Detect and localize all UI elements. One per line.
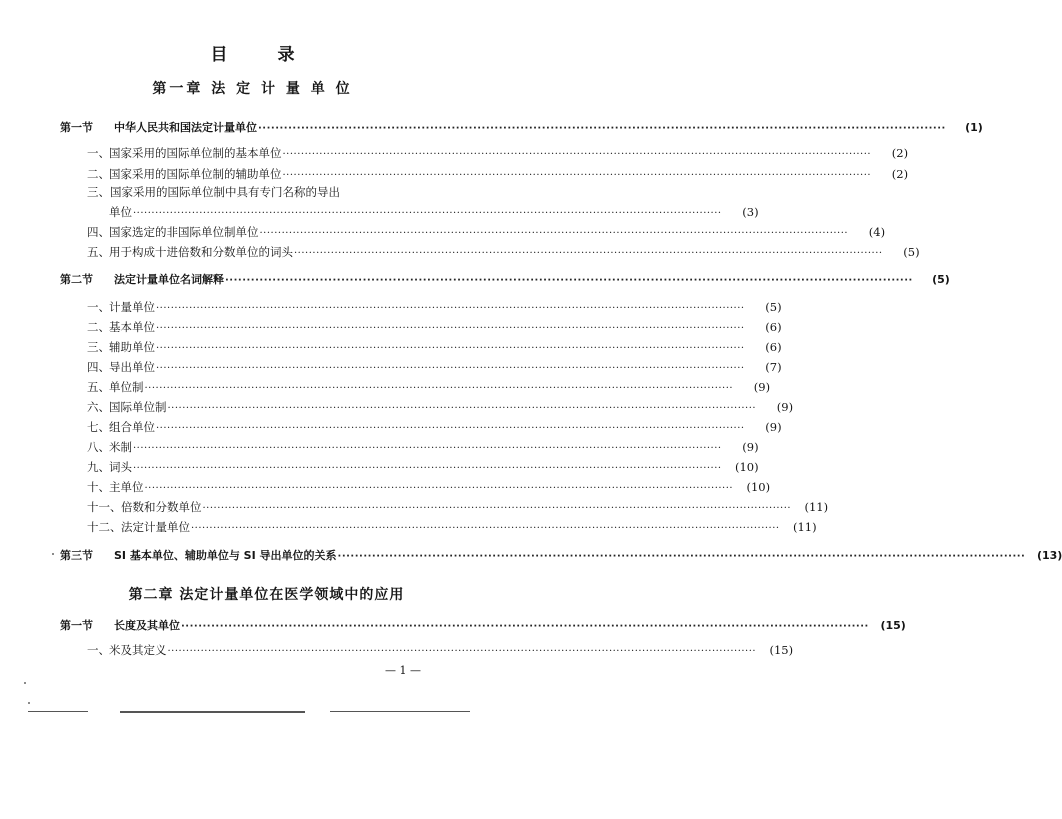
page-number: (11) xyxy=(804,500,829,514)
item-title: 组合单位 xyxy=(109,420,155,434)
toc-section-entry[interactable] xyxy=(60,547,1062,565)
toc-item[interactable] xyxy=(87,518,817,536)
section-title: 法定计量单位名词解释 xyxy=(114,273,224,286)
scan-rule xyxy=(28,711,88,712)
item-number: 一、 xyxy=(87,146,110,160)
section-number: 第一节 xyxy=(60,121,93,134)
toc-item[interactable] xyxy=(87,165,909,183)
item-number: 八、 xyxy=(87,440,110,454)
page-number: (5) xyxy=(765,300,782,314)
item-number: 十、 xyxy=(87,480,110,494)
page-number: (2) xyxy=(891,146,909,160)
dot-leader: ································································································································································ xyxy=(133,463,722,474)
toc-item[interactable] xyxy=(87,418,782,436)
item-number: 四、 xyxy=(87,360,110,374)
item-number: 三、 xyxy=(87,185,110,199)
section-number: 第三节 xyxy=(60,549,93,562)
page-number: (5) xyxy=(932,273,950,286)
item-title: 国家采用的国际单位制中具有专门名称的导出 xyxy=(110,185,340,199)
dot-leader: ································································································································································ xyxy=(144,383,734,394)
page-folio: — 1 — xyxy=(385,664,421,677)
item-title: 国家采用的国际单位制的基本单位 xyxy=(109,146,282,160)
section-number: 第一节 xyxy=(60,619,93,632)
item-title: 倍数和分数单位 xyxy=(121,500,202,514)
dot-leader: ································································································································································ xyxy=(282,149,872,160)
scan-speck xyxy=(52,553,54,555)
toc-item[interactable] xyxy=(87,298,782,316)
item-number: 一、 xyxy=(87,300,110,314)
item-title: 用于构成十进倍数和分数单位的词头 xyxy=(109,245,293,259)
scan-speck xyxy=(28,702,30,704)
dot-leader: ································································································································································ xyxy=(167,646,757,657)
dot-leader: ································································································································································ xyxy=(133,208,722,219)
item-number: 九、 xyxy=(87,460,110,474)
page-number: (9) xyxy=(765,420,782,434)
item-title: 主单位 xyxy=(109,480,144,494)
toc-item-continuation[interactable] xyxy=(109,203,759,221)
toc-item[interactable] xyxy=(87,478,771,496)
toc-item[interactable] xyxy=(87,358,782,376)
dot-leader: ································································································································································ xyxy=(191,523,780,534)
dot-leader: ································································································································································ xyxy=(167,403,757,414)
section-number: 第二节 xyxy=(60,273,93,286)
dot-leader: ································································································································································ xyxy=(156,423,745,434)
dot-leader: ································································································································································ xyxy=(156,323,745,334)
section-title: 长度及其单位 xyxy=(114,619,180,632)
toc-item[interactable] xyxy=(87,223,886,241)
item-number: 十一、 xyxy=(87,500,122,514)
toc-item[interactable] xyxy=(87,458,759,476)
page-number: (6) xyxy=(765,340,782,354)
dot-leader: ································································································································································ xyxy=(294,248,883,259)
scan-speck xyxy=(24,682,26,684)
page-number: (3) xyxy=(742,205,759,219)
dot-leader: ································································································································································ xyxy=(156,343,745,354)
page-number: (9) xyxy=(776,400,794,414)
page-number: (4) xyxy=(868,225,886,239)
item-number: 五、 xyxy=(87,245,110,259)
dot-leader: ································································································································································ xyxy=(156,303,745,314)
page-number: (11) xyxy=(792,520,817,534)
item-title: 基本单位 xyxy=(109,320,155,334)
toc-item-first-line[interactable] xyxy=(87,183,340,201)
item-number: 三、 xyxy=(87,340,110,354)
scan-rule xyxy=(120,711,305,713)
item-number: 十二、 xyxy=(87,520,122,534)
page-number: (7) xyxy=(765,360,782,374)
page-number: (15) xyxy=(880,619,906,632)
page-number: (2) xyxy=(891,167,909,181)
item-number: 二、 xyxy=(87,320,110,334)
item-number: 七、 xyxy=(87,420,110,434)
page-number: (9) xyxy=(742,440,759,454)
page-number: (10) xyxy=(734,460,759,474)
toc-section-entry[interactable] xyxy=(60,617,906,635)
item-title: 米制 xyxy=(109,440,132,454)
toc-item[interactable] xyxy=(87,378,771,396)
toc-item[interactable] xyxy=(87,398,794,416)
dot-leader: ································································································································································ xyxy=(225,275,913,286)
item-title: 国际单位制 xyxy=(109,400,167,414)
toc-item[interactable] xyxy=(87,498,829,516)
toc-item[interactable] xyxy=(87,144,909,162)
item-title: 辅助单位 xyxy=(109,340,155,354)
page-number: (5) xyxy=(903,245,920,259)
page-number: (15) xyxy=(769,643,794,657)
item-number: 二、 xyxy=(87,167,110,181)
scan-rule xyxy=(330,711,470,712)
section-title: SI 基本单位、辅助单位与 SI 导出单位的关系 xyxy=(114,549,337,562)
item-title: 法定计量单位 xyxy=(121,520,190,534)
toc-item[interactable] xyxy=(87,438,759,456)
item-title: 计量单位 xyxy=(109,300,155,314)
page-number: (1) xyxy=(965,121,983,134)
item-number: 五、 xyxy=(87,380,110,394)
chapter-heading: 第二章 法定计量单位在医学领域中的应用 xyxy=(128,587,405,603)
toc-section-entry[interactable] xyxy=(60,119,983,137)
item-number: 四、 xyxy=(87,225,110,239)
page-number: (9) xyxy=(753,380,771,394)
toc-item[interactable] xyxy=(87,318,782,336)
page-number: (6) xyxy=(765,320,782,334)
section-title: 中华人民共和国法定计量单位 xyxy=(114,121,257,134)
toc-item[interactable] xyxy=(87,338,782,356)
dot-leader: ································································································································································ xyxy=(259,228,849,239)
item-title: 米及其定义 xyxy=(109,643,167,657)
page-number: (10) xyxy=(746,480,771,494)
dot-leader: ································································································································································ xyxy=(133,443,722,454)
item-title: 国家选定的非国际单位制单位 xyxy=(109,225,259,239)
item-title-continued: 单位 xyxy=(109,205,132,219)
dot-leader: ································································································································································ xyxy=(181,621,869,632)
dot-leader: ································································································································································ xyxy=(337,551,1026,562)
page-title: 目 录 xyxy=(210,45,317,65)
item-title: 单位制 xyxy=(109,380,144,394)
item-number: 六、 xyxy=(87,400,110,414)
item-title: 国家采用的国际单位制的辅助单位 xyxy=(109,167,282,181)
dot-leader: ································································································································································ xyxy=(282,170,872,181)
dot-leader: ································································································································································ xyxy=(156,363,745,374)
dot-leader: ································································································································································ xyxy=(202,503,792,514)
toc-item[interactable] xyxy=(87,243,920,261)
item-number: 一、 xyxy=(87,643,110,657)
toc-section-entry[interactable] xyxy=(60,271,950,289)
page-number: (13) xyxy=(1036,549,1062,562)
toc-item[interactable] xyxy=(87,641,794,659)
item-title: 导出单位 xyxy=(109,360,155,374)
dot-leader: ································································································································································ xyxy=(258,123,946,134)
dot-leader: ································································································································································ xyxy=(144,483,734,494)
chapter-heading: 第一章 法 定 计 量 单 位 xyxy=(152,81,353,97)
item-title: 词头 xyxy=(109,460,132,474)
